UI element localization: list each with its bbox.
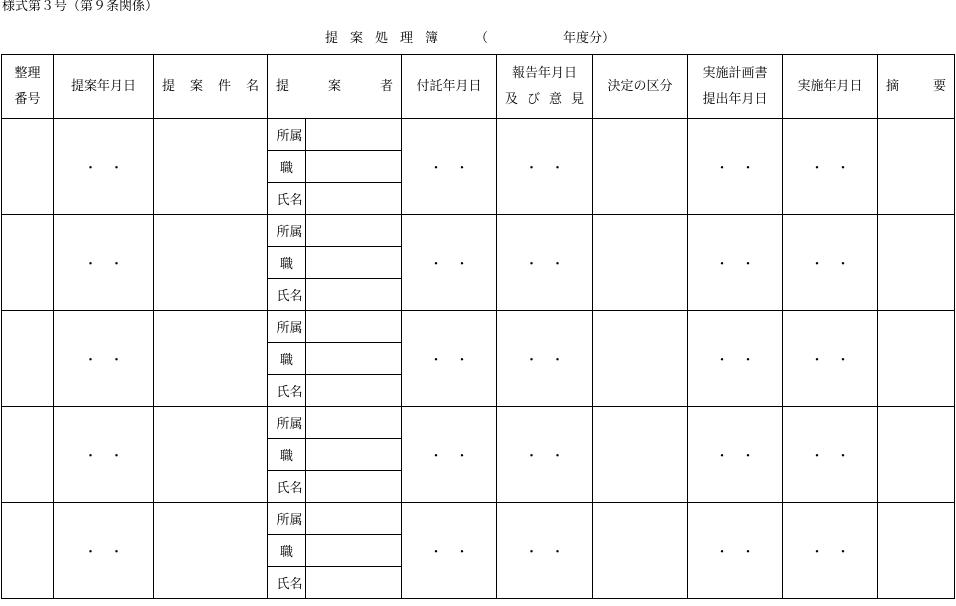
cell-teian-date: [54, 311, 154, 407]
date-dot: ・: [83, 353, 97, 368]
cell-hokoku-date: [497, 407, 593, 503]
cell-keikaku-date: [688, 119, 783, 215]
label-shimei: 氏名: [268, 567, 306, 599]
date-dot: ・: [741, 449, 755, 464]
cell-jisshi-date: [783, 503, 878, 599]
header-tekiyo: 摘要: [878, 55, 955, 119]
date-dot: ・: [109, 545, 123, 560]
cell-shoku-value: [306, 439, 402, 471]
cell-hokoku-date: [497, 119, 593, 215]
label-shimei: 氏名: [268, 375, 306, 407]
cell-kettei: [593, 311, 688, 407]
date-dot: ・: [109, 161, 123, 176]
header-kenmei: 提案件名: [154, 55, 268, 119]
date-dot: ・: [109, 353, 123, 368]
date-dot: ・: [525, 257, 539, 272]
record-row: [2, 311, 955, 343]
cell-futaku-date: [402, 503, 497, 599]
header-hokoku-line2: 及び意見: [505, 91, 585, 107]
date-dot: ・: [836, 257, 850, 272]
date-dot: ・: [715, 353, 729, 368]
label-shozoku: 所属: [268, 407, 306, 439]
cell-jisshi-date: [783, 311, 878, 407]
header-keikaku-line1: 実施計画書: [702, 65, 768, 81]
header-seiri-line1: 整理: [14, 65, 41, 81]
cell-tekiyo: [878, 311, 955, 407]
date-dot: ・: [741, 257, 755, 272]
cell-shimei-value: [306, 279, 402, 311]
date-dot: ・: [836, 161, 850, 176]
label-shozoku: 所属: [268, 119, 306, 151]
date-dot: ・: [551, 545, 565, 560]
cell-futaku-date: [402, 407, 497, 503]
cell-seiri-bango: [2, 311, 54, 407]
cell-jisshi-date: [783, 119, 878, 215]
cell-jisshi-date: [783, 215, 878, 311]
date-dot: ・: [429, 353, 443, 368]
date-dot: ・: [525, 545, 539, 560]
header-kettei: 決定の区分: [593, 55, 688, 119]
date-dot: ・: [525, 161, 539, 176]
date-dot: ・: [455, 353, 469, 368]
date-dot: ・: [551, 449, 565, 464]
cell-shozoku-value: [306, 215, 402, 247]
cell-kettei: [593, 503, 688, 599]
header-hokoku: [497, 55, 593, 119]
date-dot: ・: [715, 449, 729, 464]
date-dot: ・: [810, 449, 824, 464]
label-shoku: 職: [268, 343, 306, 375]
date-dot: ・: [525, 353, 539, 368]
date-dot: ・: [741, 161, 755, 176]
label-shozoku: 所属: [268, 215, 306, 247]
cell-kenmei: [154, 503, 268, 599]
date-dot: ・: [455, 545, 469, 560]
cell-teian-date: [54, 119, 154, 215]
date-dot: ・: [429, 257, 443, 272]
date-dot: ・: [455, 257, 469, 272]
date-dot: ・: [83, 449, 97, 464]
title-suffix: 年度分）: [563, 31, 616, 46]
cell-kettei: [593, 215, 688, 311]
cell-seiri-bango: [2, 503, 54, 599]
record-row: [2, 407, 955, 439]
date-dot: ・: [715, 257, 729, 272]
label-shozoku: 所属: [268, 503, 306, 535]
date-dot: ・: [836, 545, 850, 560]
cell-teian-date: [54, 215, 154, 311]
label-shimei: 氏名: [268, 183, 306, 215]
date-dot: ・: [455, 161, 469, 176]
cell-shozoku-value: [306, 119, 402, 151]
header-seiri-bango: [2, 55, 54, 119]
date-dot: ・: [836, 449, 850, 464]
header-seiri-line2: 番号: [14, 91, 41, 107]
cell-shimei-value: [306, 183, 402, 215]
cell-shozoku-value: [306, 503, 402, 535]
cell-keikaku-date: [688, 215, 783, 311]
label-shoku: 職: [268, 247, 306, 279]
date-dot: ・: [109, 449, 123, 464]
date-dot: ・: [109, 257, 123, 272]
date-dot: ・: [551, 257, 565, 272]
date-dot: ・: [741, 353, 755, 368]
cell-kettei: [593, 119, 688, 215]
cell-kenmei: [154, 407, 268, 503]
date-dot: ・: [525, 449, 539, 464]
cell-hokoku-date: [497, 311, 593, 407]
date-dot: ・: [810, 545, 824, 560]
cell-seiri-bango: [2, 215, 54, 311]
header-teian-date: 提案年月日: [54, 55, 154, 119]
cell-futaku-date: [402, 119, 497, 215]
cell-kenmei: [154, 311, 268, 407]
date-dot: ・: [836, 353, 850, 368]
record-row: [2, 119, 955, 151]
header-teiansha: 提案者: [268, 55, 402, 119]
cell-teian-date: [54, 407, 154, 503]
label-shoku: 職: [268, 151, 306, 183]
header-keikaku-line2: 提出年月日: [702, 91, 768, 107]
cell-shimei-value: [306, 375, 402, 407]
date-dot: ・: [429, 545, 443, 560]
cell-tekiyo: [878, 119, 955, 215]
label-shimei: 氏名: [268, 279, 306, 311]
title-main: 提案処理簿: [325, 31, 451, 46]
cell-keikaku-date: [688, 311, 783, 407]
cell-kenmei: [154, 119, 268, 215]
header-jisshi-date: 実施年月日: [783, 55, 878, 119]
cell-shimei-value: [306, 471, 402, 503]
cell-hokoku-date: [497, 503, 593, 599]
date-dot: ・: [551, 353, 565, 368]
date-dot: ・: [810, 353, 824, 368]
date-dot: ・: [810, 257, 824, 272]
form-label: 様式第３号（第９条関係）: [2, 0, 159, 14]
date-dot: ・: [810, 161, 824, 176]
record-row: [2, 503, 955, 535]
cell-tekiyo: [878, 215, 955, 311]
title-open-paren: （: [475, 31, 489, 46]
header-row: [2, 55, 955, 119]
cell-kenmei: [154, 215, 268, 311]
header-keikaku: [688, 55, 783, 119]
label-shoku: 職: [268, 535, 306, 567]
date-dot: ・: [83, 257, 97, 272]
cell-shoku-value: [306, 247, 402, 279]
label-shimei: 氏名: [268, 471, 306, 503]
date-dot: ・: [741, 545, 755, 560]
cell-seiri-bango: [2, 119, 54, 215]
cell-futaku-date: [402, 311, 497, 407]
cell-shoku-value: [306, 343, 402, 375]
cell-hokoku-date: [497, 215, 593, 311]
date-dot: ・: [455, 449, 469, 464]
cell-tekiyo: [878, 503, 955, 599]
cell-seiri-bango: [2, 407, 54, 503]
cell-keikaku-date: [688, 503, 783, 599]
label-shozoku: 所属: [268, 311, 306, 343]
cell-shozoku-value: [306, 407, 402, 439]
date-dot: ・: [715, 545, 729, 560]
cell-shozoku-value: [306, 311, 402, 343]
cell-teian-date: [54, 503, 154, 599]
label-shoku: 職: [268, 439, 306, 471]
date-dot: ・: [429, 161, 443, 176]
cell-kettei: [593, 407, 688, 503]
cell-shimei-value: [306, 567, 402, 599]
date-dot: ・: [83, 545, 97, 560]
cell-shoku-value: [306, 151, 402, 183]
record-row: [2, 215, 955, 247]
document-title: [0, 30, 956, 48]
date-dot: ・: [83, 161, 97, 176]
cell-keikaku-date: [688, 407, 783, 503]
cell-shoku-value: [306, 535, 402, 567]
date-dot: ・: [429, 449, 443, 464]
cell-futaku-date: [402, 215, 497, 311]
register-table: [1, 54, 955, 599]
cell-jisshi-date: [783, 407, 878, 503]
date-dot: ・: [715, 161, 729, 176]
date-dot: ・: [551, 161, 565, 176]
cell-tekiyo: [878, 407, 955, 503]
header-futaku-date: 付託年月日: [402, 55, 497, 119]
header-hokoku-line1: 報告年月日: [512, 65, 578, 81]
